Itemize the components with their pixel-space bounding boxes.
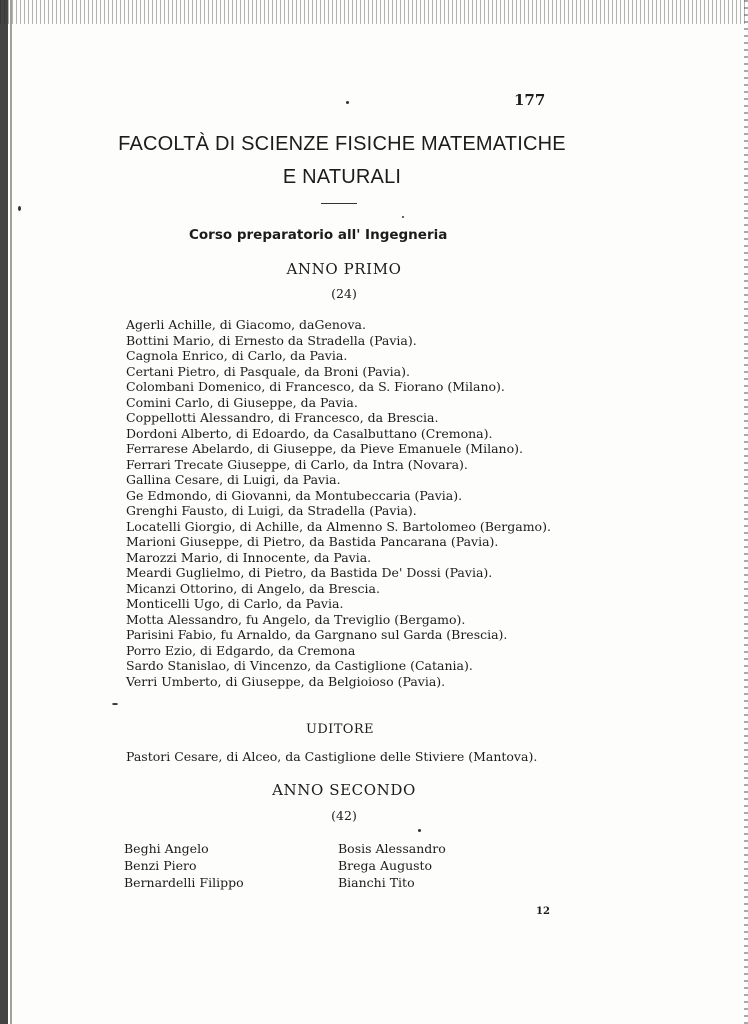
year2-student-list-left [124, 840, 244, 891]
list-item: Agerli Achille, di Giacomo, daGenova. [126, 317, 366, 332]
page-number: 177 [514, 91, 546, 109]
scan-speck [346, 101, 349, 104]
list-item: Comini Carlo, di Giuseppe, da Pavia. [126, 394, 358, 410]
list-item: Micanzi Ottorino, di Angelo, da Brescia. [126, 580, 380, 596]
faculty-title-line2: E NATURALI [282, 166, 402, 188]
year2-student-list-right [338, 840, 446, 891]
list-item: Colombani Domenico, di Francesco, da S. Fiorano (Milano). [126, 379, 505, 394]
year1-student-list [126, 317, 551, 689]
list-item: Monticelli Ugo, di Carlo, da Pavia. [126, 596, 344, 611]
list-item: Coppellotti Alessandro, di Francesco, da Brescia. [126, 410, 439, 425]
list-item: Verri Umberto, di Giuseppe, da Belgioioso (Pavia). [126, 673, 446, 689]
list-item: Grenghi Fausto, di Luigi, da Stradella (Pavia). [126, 503, 417, 518]
scan-speck [402, 216, 404, 218]
scan-speck [112, 703, 118, 705]
faculty-title-line1: FACOLTÀ DI SCIENZE FISICHE MATEMATICHE [118, 133, 566, 155]
auditor-entry: Pastori Cesare, di Alceo, da Castiglione delle Stiviere (Mantova). [126, 749, 538, 764]
list-item: Bianchi Tito [338, 875, 415, 890]
course-title: Corso preparatorio all' Ingegneria [189, 227, 448, 243]
list-item: Ge Edmondo, di Giovanni, da Montubeccaria (Pavia). [126, 487, 463, 503]
list-item: Beghi Angelo [124, 841, 209, 856]
list-item: Motta Alessandro, fu Angelo, da Treviglio (Bergamo). [126, 611, 466, 627]
scan-edge-top [0, 0, 748, 24]
scan-speck [18, 206, 21, 211]
list-item: Gallina Cesare, di Luigi, da Pavia. [126, 472, 341, 487]
year2-title: ANNO SECONDO [272, 781, 416, 799]
auditor-title: UDITORE [306, 722, 374, 737]
list-item: Benzi Piero [124, 858, 197, 873]
list-item: Bernardelli Filippo [124, 875, 244, 890]
list-item: Meardi Guglielmo, di Pietro, da Bastida De' Dossi (Pavia). [126, 565, 493, 580]
list-item: Cagnola Enrico, di Carlo, da Pavia. [126, 348, 348, 363]
list-item: Sardo Stanislao, di Vincenzo, da Castiglione (Catania). [126, 658, 473, 673]
year2-count: (42) [331, 808, 357, 823]
list-item: Dordoni Alberto, di Edoardo, da Casalbuttano (Cremona). [126, 425, 493, 441]
list-item: Porro Ezio, di Edgardo, da Cremona [126, 642, 356, 658]
list-item: Certani Pietro, di Pasquale, da Broni (Pavia). [126, 363, 410, 379]
list-item: Marioni Giuseppe, di Pietro, da Bastida Pancarana (Pavia). [126, 534, 499, 549]
year1-title: ANNO PRIMO [286, 260, 402, 278]
list-item: Locatelli Giorgio, di Achille, da Almenno S. Bartolomeo (Bergamo). [126, 518, 551, 534]
signature-mark: 12 [536, 906, 550, 917]
scan-edge-right [744, 0, 748, 1024]
list-item: Bottini Mario, di Ernesto da Stradella (Pavia). [126, 332, 417, 348]
list-item: Parisini Fabio, fu Arnaldo, da Gargnano sul Garda (Brescia). [126, 627, 508, 642]
list-item: Marozzi Mario, di Innocente, da Pavia. [126, 549, 372, 565]
list-item: Ferrari Trecate Giuseppe, di Carlo, da Intra (Novara). [126, 456, 468, 472]
list-item: Ferrarese Abelardo, di Giuseppe, da Pieve Emanuele (Milano). [126, 441, 523, 456]
list-item: Brega Augusto [338, 858, 433, 873]
list-item: Bosis Alessandro [338, 841, 446, 856]
scan-speck [418, 829, 421, 832]
year1-count: (24) [331, 286, 357, 301]
title-divider [321, 203, 357, 204]
